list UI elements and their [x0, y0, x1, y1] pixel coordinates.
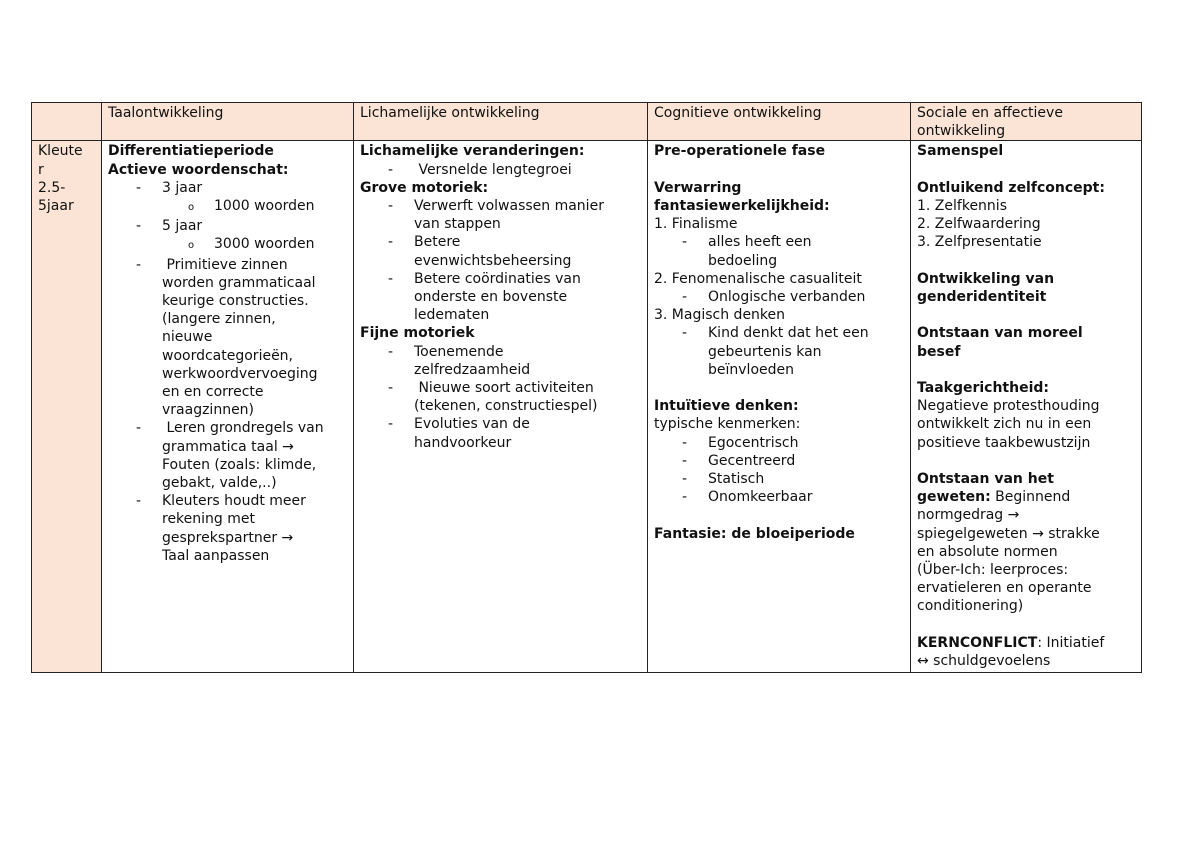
text-line: 2. Zelfwaardering: [917, 216, 1041, 233]
heading-line: fantasiewerkelijkheid:: [654, 198, 830, 214]
dash-bullet-icon: -: [136, 493, 142, 510]
text-line: woordcategorieën,: [162, 347, 294, 364]
text-line: Taal aanpassen: [162, 547, 270, 564]
text-line: 3. Magisch denken: [654, 307, 786, 324]
text-line: vraagzinnen): [162, 402, 255, 419]
text-line: positieve taakbewustzijn: [917, 434, 1091, 451]
dash-list-item: [654, 488, 904, 506]
text-line: ervatieleren en operante: [917, 580, 1092, 597]
row-label-line: r: [38, 161, 44, 178]
list-item-text: 1000 woorden: [214, 198, 315, 215]
list-item-text: Kleuters houdt meer: [162, 493, 306, 510]
dash-bullet-icon: -: [682, 325, 688, 342]
heading-line: genderidentiteit: [917, 289, 1047, 305]
dash-list-item: [360, 379, 641, 397]
text-line: nieuwe: [162, 329, 213, 346]
header-cell-taal: Taalontwikkeling: [102, 103, 354, 141]
blank-line: [654, 379, 904, 397]
list-item-text: alles heeft een: [708, 234, 812, 251]
text-line: normgedrag →: [917, 507, 1020, 524]
text-line: typische kenmerken:: [654, 416, 801, 433]
header-row: [32, 103, 1142, 141]
dash-bullet-icon: -: [682, 489, 688, 506]
circle-bullet-icon: o: [188, 240, 195, 252]
heading-line: Samenspel: [917, 143, 1004, 160]
dash-bullet-icon: -: [136, 256, 142, 273]
kleuter-row: [32, 141, 1142, 673]
heading-line: Taakgerichtheid:: [917, 379, 1050, 396]
text-line: zelfredzaamheid: [414, 361, 531, 378]
row-label-line: 5jaar: [38, 198, 74, 215]
text-line: gesprekspartner →: [162, 529, 294, 546]
text-line: handvoorkeur: [414, 434, 512, 451]
heading-line: Ontstaan van het: [917, 470, 1054, 487]
list-item-text: Statisch: [708, 471, 765, 488]
text-line: ledematen: [414, 307, 490, 324]
sub-list-item: [108, 235, 347, 255]
dash-bullet-icon: -: [388, 234, 394, 251]
heading-line: Actieve woordenschat:: [108, 161, 289, 178]
dash-bullet-icon: -: [388, 270, 394, 287]
blank-line: [917, 252, 1135, 270]
dash-list-item: [360, 270, 641, 288]
text-line: onderste en bovenste: [414, 289, 568, 306]
heading-line: Differentiatieperiode: [108, 143, 274, 160]
row-label-line: Kleute: [38, 143, 83, 160]
dash-bullet-icon: -: [682, 471, 688, 488]
list-item-text: Onlogische verbanden: [708, 289, 866, 306]
heading-line: besef: [917, 343, 961, 360]
list-item-text: Gecentreerd: [708, 452, 796, 469]
header-cell-lichamelijk: Lichamelijke ontwikkeling: [354, 103, 648, 141]
text-line: 1. Finalisme: [654, 216, 738, 233]
dash-bullet-icon: -: [388, 161, 394, 178]
heading-line: Pre-operationele fase: [654, 143, 826, 160]
dash-bullet-icon: -: [136, 218, 142, 235]
text-line: gebeurtenis kan: [708, 343, 822, 360]
heading-line: Ontstaan van moreel: [917, 325, 1083, 342]
dash-bullet-icon: -: [388, 380, 394, 397]
header-cell-sociaal: Sociale en affectieve ontwikkeling: [911, 103, 1142, 141]
dash-bullet-icon: -: [682, 452, 688, 469]
text-line: gebakt, valde,..): [162, 475, 277, 492]
list-item-text: 3000 woorden: [214, 236, 315, 253]
lichamelijk-cell: [354, 141, 648, 673]
dash-list-item: [108, 419, 347, 437]
list-item-text: Versnelde lengtegroei: [414, 161, 572, 178]
list-item-text: Verwerft volwassen manier: [414, 198, 604, 215]
heading-line: Verwarring: [654, 179, 742, 196]
line-rest: Beginnend: [990, 489, 1071, 506]
dash-list-item: [654, 434, 904, 452]
line-rest: : Initiatief: [1037, 634, 1105, 651]
circle-bullet-icon: o: [188, 202, 195, 214]
dash-bullet-icon: -: [682, 434, 688, 451]
text-line: werkwoordvervoeging: [162, 365, 318, 382]
blank-line: [917, 161, 1135, 179]
row-label-line: 2.5-: [38, 179, 66, 196]
heading-line: Fantasie: de bloeiperiode: [654, 525, 855, 542]
text-line: ontwikkelt zich nu in een: [917, 416, 1092, 433]
bold-lead: geweten:: [917, 489, 991, 506]
text-line: bedoeling: [708, 252, 778, 269]
text-line: (langere zinnen,: [162, 311, 276, 328]
text-line: worden grammaticaal: [162, 274, 316, 291]
dash-bullet-icon: -: [682, 234, 688, 251]
dash-list-item: [654, 324, 904, 342]
heading-line: Grove motoriek:: [360, 179, 489, 196]
list-item-text: 3 jaar: [162, 179, 203, 196]
list-item-text: Kind denkt dat het een: [708, 325, 869, 342]
header-cell-empty: [32, 103, 102, 141]
blank-line: [917, 452, 1135, 470]
text-line: 1. Zelfkennis: [917, 198, 1007, 214]
text-line: en en correcte: [162, 384, 264, 401]
dash-bullet-icon: -: [388, 198, 394, 215]
dash-list-item: [108, 179, 347, 197]
list-item-text: 5 jaar: [162, 218, 203, 235]
dash-bullet-icon: -: [388, 416, 394, 433]
blank-line: [917, 306, 1135, 324]
mixed-line: [917, 634, 1135, 652]
list-item-text: Evoluties van de: [414, 416, 530, 433]
list-item-text: Betere: [414, 234, 461, 251]
text-line: van stappen: [414, 216, 501, 233]
dash-list-item: [360, 233, 641, 251]
text-line: ↔ schuldgevoelens: [917, 653, 1051, 669]
blank-line: [917, 616, 1135, 634]
blank-line: [654, 161, 904, 179]
development-table: [31, 102, 1142, 673]
blank-line: [917, 361, 1135, 379]
text-line: keurige constructies.: [162, 293, 309, 310]
text-line: Negatieve protesthouding: [917, 398, 1100, 415]
list-item-text: Leren grondregels van: [162, 420, 324, 437]
sub-list-item: [108, 197, 347, 217]
text-line: conditionering): [917, 598, 1024, 615]
dash-bullet-icon: -: [136, 179, 142, 196]
text-line: (tekenen, constructiespel): [414, 398, 598, 415]
blank-line: [654, 506, 904, 524]
text-line: beïnvloeden: [708, 361, 794, 378]
text-line: 2. Fenomenalische casualiteit: [654, 270, 862, 287]
text-line: en absolute normen: [917, 543, 1058, 560]
mixed-line: [917, 488, 1135, 506]
heading-line: Intuïtieve denken:: [654, 398, 799, 415]
dash-list-item: [108, 492, 347, 510]
header-cell-cognitief: Cognitieve ontwikkeling: [648, 103, 911, 141]
heading-line: Lichamelijke veranderingen:: [360, 143, 585, 160]
text-line: Fouten (zoals: klimde,: [162, 456, 317, 473]
list-item-text: Betere coördinaties van: [414, 270, 581, 287]
dash-list-item: [654, 288, 904, 306]
dash-list-item: [360, 343, 641, 361]
list-item-text: Primitieve zinnen: [162, 256, 288, 273]
dash-bullet-icon: -: [388, 343, 394, 360]
list-item-text: Onomkeerbaar: [708, 489, 813, 506]
dash-list-item: [654, 233, 904, 251]
dash-bullet-icon: -: [682, 289, 688, 306]
text-line: spiegelgeweten → strakke: [917, 525, 1100, 542]
dash-list-item: [108, 217, 347, 235]
list-item-text: Egocentrisch: [708, 434, 799, 451]
dash-list-item: [654, 452, 904, 470]
taal-cell: [102, 141, 354, 673]
dash-list-item: [360, 161, 641, 179]
row-label-cell: [32, 141, 102, 673]
dash-list-item: [654, 470, 904, 488]
dash-list-item: [360, 415, 641, 433]
dash-bullet-icon: -: [136, 420, 142, 437]
sociaal-cell: [911, 141, 1142, 673]
cognitief-cell: [648, 141, 911, 673]
dash-list-item: [360, 197, 641, 215]
text-line: evenwichtsbeheersing: [414, 252, 572, 269]
heading-line: Ontluikend zelfconcept:: [917, 179, 1105, 196]
dash-list-item: [108, 256, 347, 274]
list-item-text: Toenemende: [414, 343, 504, 360]
text-line: 3. Zelfpresentatie: [917, 234, 1042, 251]
text-line: rekening met: [162, 511, 255, 528]
heading-line: Ontwikkeling van: [917, 270, 1055, 287]
heading-line: Fijne motoriek: [360, 325, 475, 342]
text-line: grammatica taal →: [162, 438, 294, 455]
text-line: (Über-Ich: leerproces:: [917, 562, 1069, 578]
bold-lead: KERNCONFLICT: [917, 634, 1038, 651]
list-item-text: Nieuwe soort activiteiten: [414, 380, 594, 397]
